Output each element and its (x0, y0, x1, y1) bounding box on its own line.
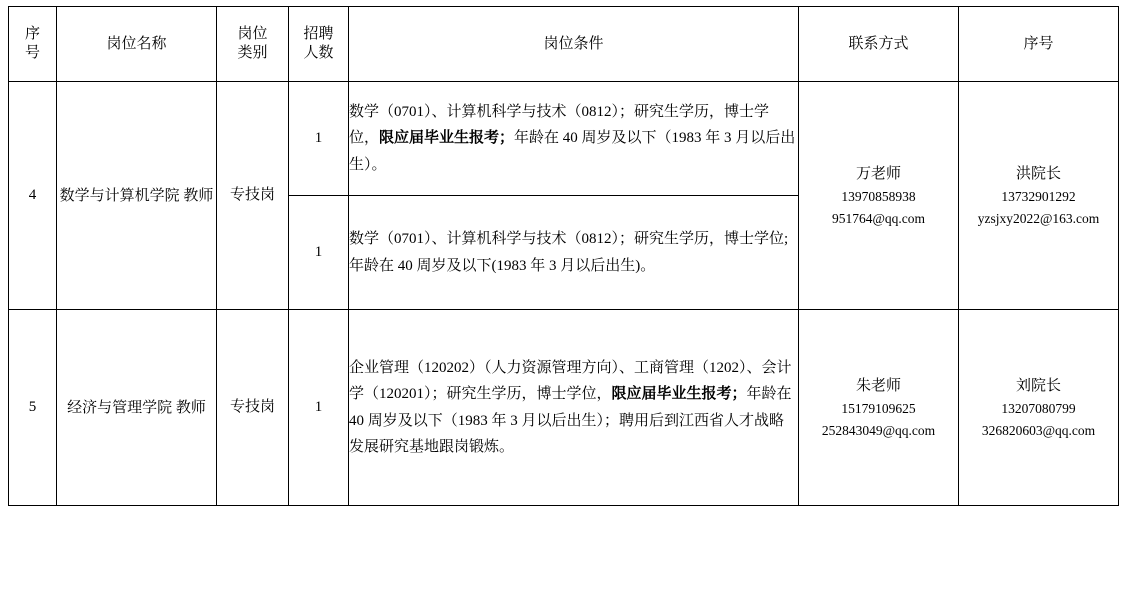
condition-part: 数学（0701）、计算机科学与技术（0812）；研究生学历，博士学位， (349, 104, 770, 147)
table-body (9, 82, 1119, 506)
post-name-line2: 教师 (175, 399, 206, 416)
cell-contact-secondary (959, 82, 1119, 310)
condition-part: 年龄在 40 周岁及以下（1983 年 3 月以后出生）。 (349, 130, 796, 173)
cell-contact-secondary (959, 310, 1119, 506)
cell-post-name (57, 82, 217, 310)
column-header-seq2: 序号 (959, 7, 1119, 82)
contact-name: 万老师 (855, 165, 901, 182)
contact-phone: 13970858938 (841, 188, 916, 204)
cell-seq: 4 (9, 82, 57, 310)
post-name-line1: 经济与管理学院 (67, 399, 173, 416)
table-row (9, 310, 1119, 506)
recruitment-table (8, 6, 1119, 506)
post-name-line2: 教师 (183, 187, 214, 204)
contact-email: 252843049@qq.com (821, 422, 936, 438)
column-header-contact: 联系方式 (799, 7, 959, 82)
contact-name: 朱老师 (855, 377, 901, 394)
cell-recruit-count: 1 (289, 82, 349, 196)
column-header-seq-line2: 号 (24, 45, 40, 61)
condition-part: 企业管理（120202）（人力资源管理方向）、工商管理（1202）、会计学（120201）；研究生学历，博士学位， (349, 360, 792, 403)
table-row (9, 82, 1119, 196)
column-header-post-type-line2: 类别 (237, 45, 268, 61)
contact2-name: 刘院长 (1015, 377, 1061, 394)
cell-conditions (349, 82, 799, 196)
cell-recruit-count: 1 (289, 196, 349, 310)
cell-seq: 5 (9, 310, 57, 506)
cell-post-type: 专技岗 (217, 310, 289, 506)
column-header-recruit-count-line1: 招聘 (303, 25, 334, 42)
condition-part: 年龄在 40 周岁及以下（1983 年 3 月以后出生）；聘用后到江西省人才战略发展研究基地跟岗锻炼。 (349, 386, 792, 455)
contact2-email: 326820603@qq.com (981, 422, 1096, 438)
column-header-recruit-count (289, 7, 349, 82)
contact2-name: 洪院长 (1015, 165, 1061, 182)
cell-post-name (57, 310, 217, 506)
cell-contact (799, 310, 959, 506)
post-name-line1: 数学与计算机学院 (59, 187, 180, 204)
contact-email: 951764@qq.com (831, 210, 926, 226)
column-header-post-type-line1: 岗位 (237, 25, 268, 42)
cell-conditions (349, 310, 799, 506)
condition-part-bold: 限应届毕业生报考； (611, 386, 747, 403)
column-header-post-name: 岗位名称 (57, 7, 217, 82)
column-header-post-type (217, 7, 289, 82)
table-header-row (9, 7, 1119, 82)
cell-recruit-count: 1 (289, 310, 349, 506)
cell-post-type: 专技岗 (217, 82, 289, 310)
contact2-email: yzsjxy2022@163.com (977, 210, 1100, 226)
contact2-phone: 13207080799 (1001, 400, 1076, 416)
column-header-seq-line1: 序 (24, 25, 40, 42)
condition-part-bold: 限应届毕业生报考； (379, 130, 515, 147)
table-header (9, 7, 1119, 82)
cell-conditions (349, 196, 799, 310)
column-header-seq (9, 7, 57, 82)
column-header-conditions: 岗位条件 (349, 7, 799, 82)
document-page (0, 6, 1126, 603)
column-header-recruit-count-line2: 人数 (303, 45, 334, 61)
contact2-phone: 13732901292 (1001, 188, 1076, 204)
contact-phone: 15179109625 (841, 400, 916, 416)
cell-contact (799, 82, 959, 310)
condition-part: 数学（0701）、计算机科学与技术（0812）；研究生学历，博士学位;年龄在 40 周岁及以下(1983 年 3 月以后出生)。 (349, 231, 789, 274)
